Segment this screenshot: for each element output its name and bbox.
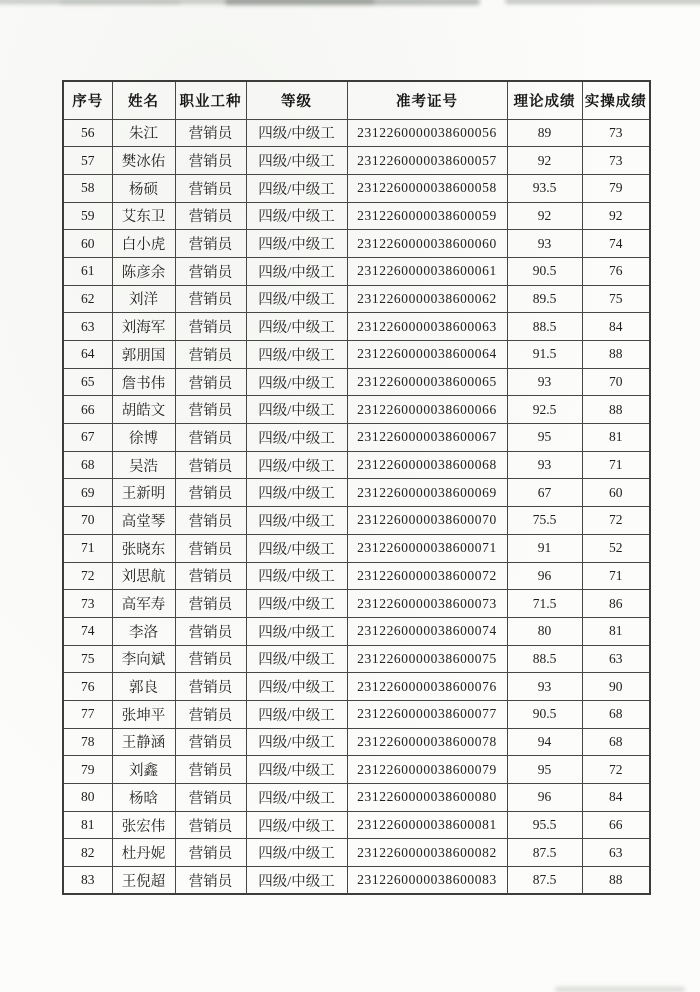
cell-occupation: 营销员 — [175, 534, 246, 562]
cell-level: 四级/中级工 — [246, 756, 347, 784]
table-row — [63, 645, 650, 673]
cell-theory: 91 — [507, 534, 582, 562]
cell-practical: 63 — [582, 839, 650, 867]
table-header — [63, 81, 650, 119]
cell-name: 高堂琴 — [112, 507, 175, 535]
cell-ticket: 2312260000038600072 — [347, 562, 507, 590]
cell-level: 四级/中级工 — [246, 728, 347, 756]
cell-practical: 60 — [582, 479, 650, 507]
cell-level: 四级/中级工 — [246, 285, 347, 313]
cell-practical: 88 — [582, 867, 650, 895]
cell-name: 张晓东 — [112, 534, 175, 562]
cell-theory: 93 — [507, 451, 582, 479]
table-row — [63, 257, 650, 285]
cell-ticket: 2312260000038600069 — [347, 479, 507, 507]
cell-level: 四级/中级工 — [246, 784, 347, 812]
table-row — [63, 451, 650, 479]
table-row — [63, 285, 650, 313]
cell-level: 四级/中级工 — [246, 147, 347, 175]
cell-ticket: 2312260000038600082 — [347, 839, 507, 867]
cell-no: 76 — [63, 673, 112, 701]
cell-occupation: 营销员 — [175, 645, 246, 673]
cell-theory: 80 — [507, 617, 582, 645]
cell-level: 四级/中级工 — [246, 811, 347, 839]
cell-name: 张坤平 — [112, 700, 175, 728]
cell-occupation: 营销员 — [175, 839, 246, 867]
cell-practical: 86 — [582, 590, 650, 618]
cell-ticket: 2312260000038600066 — [347, 396, 507, 424]
table-row — [63, 424, 650, 452]
table-row — [63, 562, 650, 590]
cell-occupation: 营销员 — [175, 590, 246, 618]
cell-theory: 94 — [507, 728, 582, 756]
cell-occupation: 营销员 — [175, 119, 246, 147]
cell-ticket: 2312260000038600057 — [347, 147, 507, 175]
cell-practical: 90 — [582, 673, 650, 701]
cell-name: 刘洋 — [112, 285, 175, 313]
cell-level: 四级/中级工 — [246, 867, 347, 895]
cell-name: 樊冰佑 — [112, 147, 175, 175]
cell-level: 四级/中级工 — [246, 424, 347, 452]
cell-level: 四级/中级工 — [246, 562, 347, 590]
cell-ticket: 2312260000038600076 — [347, 673, 507, 701]
cell-occupation: 营销员 — [175, 368, 246, 396]
cell-theory: 90.5 — [507, 700, 582, 728]
table-row — [63, 756, 650, 784]
table-row — [63, 784, 650, 812]
cell-ticket: 2312260000038600056 — [347, 119, 507, 147]
cell-no: 73 — [63, 590, 112, 618]
cell-theory: 89.5 — [507, 285, 582, 313]
cell-no: 64 — [63, 341, 112, 369]
cell-level: 四级/中级工 — [246, 341, 347, 369]
cell-level: 四级/中级工 — [246, 396, 347, 424]
cell-practical: 68 — [582, 728, 650, 756]
cell-practical: 63 — [582, 645, 650, 673]
cell-practical: 70 — [582, 368, 650, 396]
cell-name: 杜丹妮 — [112, 839, 175, 867]
cell-no: 58 — [63, 174, 112, 202]
cell-theory: 88.5 — [507, 645, 582, 673]
cell-name: 刘思航 — [112, 562, 175, 590]
cell-practical: 75 — [582, 285, 650, 313]
cell-practical: 88 — [582, 341, 650, 369]
table-row — [63, 867, 650, 895]
cell-practical: 71 — [582, 451, 650, 479]
cell-theory: 88.5 — [507, 313, 582, 341]
table-row — [63, 396, 650, 424]
col-header-ticket: 准考证号 — [347, 81, 507, 119]
cell-practical: 79 — [582, 174, 650, 202]
cell-practical: 52 — [582, 534, 650, 562]
cell-practical: 84 — [582, 784, 650, 812]
cell-practical: 84 — [582, 313, 650, 341]
cell-no: 82 — [63, 839, 112, 867]
cell-name: 艾东卫 — [112, 202, 175, 230]
cell-ticket: 2312260000038600065 — [347, 368, 507, 396]
cell-theory: 92 — [507, 202, 582, 230]
table-row — [63, 313, 650, 341]
cell-theory: 87.5 — [507, 867, 582, 895]
cell-occupation: 营销员 — [175, 396, 246, 424]
cell-occupation: 营销员 — [175, 562, 246, 590]
cell-name: 张宏伟 — [112, 811, 175, 839]
cell-level: 四级/中级工 — [246, 839, 347, 867]
cell-practical: 66 — [582, 811, 650, 839]
scan-artifact — [505, 0, 700, 4]
cell-ticket: 2312260000038600073 — [347, 590, 507, 618]
table-row — [63, 174, 650, 202]
cell-ticket: 2312260000038600079 — [347, 756, 507, 784]
table-row — [63, 839, 650, 867]
cell-ticket: 2312260000038600075 — [347, 645, 507, 673]
cell-no: 72 — [63, 562, 112, 590]
cell-no: 83 — [63, 867, 112, 895]
cell-occupation: 营销员 — [175, 451, 246, 479]
col-header-level: 等级 — [246, 81, 347, 119]
cell-level: 四级/中级工 — [246, 590, 347, 618]
cell-practical: 73 — [582, 147, 650, 175]
cell-practical: 88 — [582, 396, 650, 424]
cell-practical: 81 — [582, 617, 650, 645]
cell-occupation: 营销员 — [175, 784, 246, 812]
cell-level: 四级/中级工 — [246, 479, 347, 507]
cell-ticket: 2312260000038600068 — [347, 451, 507, 479]
table-row — [63, 590, 650, 618]
cell-theory: 96 — [507, 784, 582, 812]
cell-theory: 92 — [507, 147, 582, 175]
cell-no: 81 — [63, 811, 112, 839]
cell-level: 四级/中级工 — [246, 119, 347, 147]
cell-level: 四级/中级工 — [246, 230, 347, 258]
cell-name: 吴浩 — [112, 451, 175, 479]
cell-name: 杨晗 — [112, 784, 175, 812]
cell-practical: 72 — [582, 756, 650, 784]
cell-theory: 89 — [507, 119, 582, 147]
table-row — [63, 534, 650, 562]
cell-ticket: 2312260000038600063 — [347, 313, 507, 341]
cell-name: 詹书伟 — [112, 368, 175, 396]
cell-no: 59 — [63, 202, 112, 230]
cell-level: 四级/中级工 — [246, 645, 347, 673]
cell-name: 王倪超 — [112, 867, 175, 895]
cell-name: 郭朋国 — [112, 341, 175, 369]
cell-occupation: 营销员 — [175, 756, 246, 784]
cell-occupation: 营销员 — [175, 285, 246, 313]
table-row — [63, 617, 650, 645]
cell-no: 69 — [63, 479, 112, 507]
cell-theory: 92.5 — [507, 396, 582, 424]
table-row — [63, 119, 650, 147]
cell-occupation: 营销员 — [175, 728, 246, 756]
table-row — [63, 673, 650, 701]
cell-practical: 92 — [582, 202, 650, 230]
cell-theory: 93.5 — [507, 174, 582, 202]
cell-occupation: 营销员 — [175, 147, 246, 175]
cell-theory: 87.5 — [507, 839, 582, 867]
cell-occupation: 营销员 — [175, 479, 246, 507]
cell-name: 高军寿 — [112, 590, 175, 618]
cell-ticket: 2312260000038600078 — [347, 728, 507, 756]
scan-artifact — [60, 1, 180, 4]
cell-ticket: 2312260000038600062 — [347, 285, 507, 313]
cell-theory: 96 — [507, 562, 582, 590]
cell-level: 四级/中级工 — [246, 673, 347, 701]
cell-level: 四级/中级工 — [246, 451, 347, 479]
cell-name: 刘鑫 — [112, 756, 175, 784]
cell-level: 四级/中级工 — [246, 313, 347, 341]
cell-occupation: 营销员 — [175, 673, 246, 701]
cell-practical: 76 — [582, 257, 650, 285]
cell-no: 60 — [63, 230, 112, 258]
cell-no: 75 — [63, 645, 112, 673]
cell-no: 67 — [63, 424, 112, 452]
cell-no: 74 — [63, 617, 112, 645]
cell-name: 李向斌 — [112, 645, 175, 673]
cell-name: 朱江 — [112, 119, 175, 147]
table-row — [63, 811, 650, 839]
cell-theory: 75.5 — [507, 507, 582, 535]
col-header-occupation: 职业工种 — [175, 81, 246, 119]
cell-level: 四级/中级工 — [246, 507, 347, 535]
cell-theory: 93 — [507, 230, 582, 258]
cell-ticket: 2312260000038600067 — [347, 424, 507, 452]
cell-occupation: 营销员 — [175, 230, 246, 258]
cell-occupation: 营销员 — [175, 811, 246, 839]
table-row — [63, 728, 650, 756]
col-header-name: 姓名 — [112, 81, 175, 119]
cell-theory: 95 — [507, 424, 582, 452]
cell-theory: 95.5 — [507, 811, 582, 839]
cell-occupation: 营销员 — [175, 617, 246, 645]
cell-name: 白小虎 — [112, 230, 175, 258]
cell-level: 四级/中级工 — [246, 700, 347, 728]
cell-occupation: 营销员 — [175, 507, 246, 535]
cell-level: 四级/中级工 — [246, 368, 347, 396]
table-row — [63, 341, 650, 369]
cell-level: 四级/中级工 — [246, 257, 347, 285]
cell-practical: 81 — [582, 424, 650, 452]
cell-occupation: 营销员 — [175, 257, 246, 285]
table-row — [63, 479, 650, 507]
cell-theory: 93 — [507, 368, 582, 396]
cell-no: 56 — [63, 119, 112, 147]
cell-ticket: 2312260000038600061 — [347, 257, 507, 285]
table-row — [63, 202, 650, 230]
table-row — [63, 368, 650, 396]
table-row — [63, 507, 650, 535]
cell-name: 李洛 — [112, 617, 175, 645]
cell-ticket: 2312260000038600070 — [347, 507, 507, 535]
col-header-practical: 实操成绩 — [582, 81, 650, 119]
cell-no: 71 — [63, 534, 112, 562]
scan-artifact — [225, 0, 480, 5]
cell-theory: 95 — [507, 756, 582, 784]
cell-occupation: 营销员 — [175, 174, 246, 202]
score-table — [62, 80, 651, 895]
table-body — [63, 119, 650, 894]
cell-no: 77 — [63, 700, 112, 728]
cell-practical: 71 — [582, 562, 650, 590]
scan-artifact — [0, 0, 375, 4]
cell-occupation: 营销员 — [175, 424, 246, 452]
cell-occupation: 营销员 — [175, 700, 246, 728]
table-row — [63, 700, 650, 728]
cell-ticket: 2312260000038600059 — [347, 202, 507, 230]
cell-no: 80 — [63, 784, 112, 812]
cell-name: 郭良 — [112, 673, 175, 701]
table-row — [63, 230, 650, 258]
cell-occupation: 营销员 — [175, 341, 246, 369]
col-header-theory: 理论成绩 — [507, 81, 582, 119]
cell-name: 王新明 — [112, 479, 175, 507]
cell-ticket: 2312260000038600071 — [347, 534, 507, 562]
cell-theory: 91.5 — [507, 341, 582, 369]
cell-level: 四级/中级工 — [246, 617, 347, 645]
cell-no: 63 — [63, 313, 112, 341]
cell-name: 王静涵 — [112, 728, 175, 756]
table-row — [63, 147, 650, 175]
cell-ticket: 2312260000038600058 — [347, 174, 507, 202]
header-row — [63, 81, 650, 119]
cell-no: 57 — [63, 147, 112, 175]
cell-no: 79 — [63, 756, 112, 784]
cell-no: 68 — [63, 451, 112, 479]
cell-ticket: 2312260000038600081 — [347, 811, 507, 839]
cell-theory: 93 — [507, 673, 582, 701]
cell-no: 61 — [63, 257, 112, 285]
cell-ticket: 2312260000038600083 — [347, 867, 507, 895]
cell-level: 四级/中级工 — [246, 174, 347, 202]
cell-theory: 71.5 — [507, 590, 582, 618]
cell-practical: 72 — [582, 507, 650, 535]
cell-name: 徐博 — [112, 424, 175, 452]
cell-no: 70 — [63, 507, 112, 535]
cell-occupation: 营销员 — [175, 202, 246, 230]
cell-name: 胡皓文 — [112, 396, 175, 424]
cell-no: 65 — [63, 368, 112, 396]
cell-name: 杨硕 — [112, 174, 175, 202]
cell-no: 62 — [63, 285, 112, 313]
cell-name: 刘海军 — [112, 313, 175, 341]
cell-practical: 73 — [582, 119, 650, 147]
cell-theory: 67 — [507, 479, 582, 507]
cell-ticket: 2312260000038600064 — [347, 341, 507, 369]
cell-occupation: 营销员 — [175, 867, 246, 895]
cell-ticket: 2312260000038600060 — [347, 230, 507, 258]
cell-practical: 74 — [582, 230, 650, 258]
cell-theory: 90.5 — [507, 257, 582, 285]
cell-ticket: 2312260000038600074 — [347, 617, 507, 645]
cell-level: 四级/中级工 — [246, 202, 347, 230]
cell-occupation: 营销员 — [175, 313, 246, 341]
cell-no: 66 — [63, 396, 112, 424]
cell-level: 四级/中级工 — [246, 534, 347, 562]
cell-ticket: 2312260000038600080 — [347, 784, 507, 812]
cell-ticket: 2312260000038600077 — [347, 700, 507, 728]
cell-name: 陈彦余 — [112, 257, 175, 285]
cell-no: 78 — [63, 728, 112, 756]
cell-practical: 68 — [582, 700, 650, 728]
col-header-no: 序号 — [63, 81, 112, 119]
